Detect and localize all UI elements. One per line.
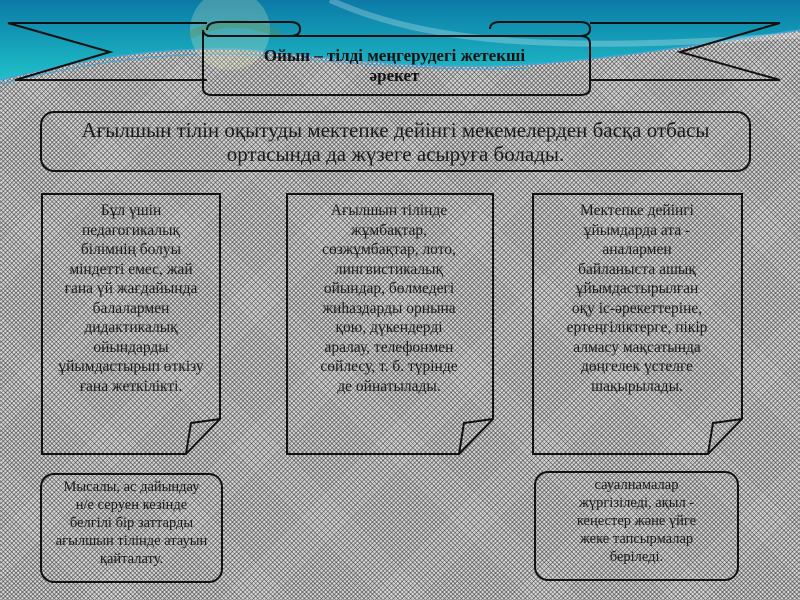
note-card-2 — [286, 193, 492, 451]
note-line: Мектепке дейінгі — [580, 202, 694, 219]
example-box-right — [534, 471, 739, 581]
note-line: жұмбақтар, — [350, 221, 428, 239]
note-card-1 — [41, 193, 221, 451]
note-line: байланыста ашық — [578, 260, 696, 278]
note-line: Бұл үшін — [100, 202, 162, 219]
note-line: балалармен — [92, 299, 170, 317]
slide-title-line-2: әрекет — [369, 66, 420, 85]
slide-title — [207, 42, 582, 90]
note-line: ғана үй жағдайында — [64, 280, 198, 297]
note-line: аналармен — [602, 241, 672, 258]
example-line: белгілі бір заттарды — [69, 515, 194, 531]
example-box-left — [40, 473, 223, 583]
intro-statement-box — [40, 111, 751, 172]
note-line: алмасу мақсатында — [573, 338, 701, 356]
note-line: қою, дүкендерді — [335, 319, 443, 336]
note-line: ойындарды — [93, 338, 169, 356]
note-line: міндетті емес, жай — [69, 260, 193, 278]
note-line: білімнің болуы — [80, 241, 182, 258]
note-line: ұйымдастырып өткізу — [58, 358, 204, 375]
note-line: ғана жеткілікті. — [79, 377, 183, 395]
note-line: де ойнатылады. — [337, 377, 441, 395]
note-line: аралау, телефонмен — [324, 338, 454, 356]
note-line: оқу іс-әрекеттеріне, — [571, 299, 703, 317]
note-line: жиһаздарды орнына — [322, 299, 456, 317]
intro-line-1: Ағылшын тілін оқытуды мектепке дейінгі мекемелерден басқа отбасы — [81, 118, 710, 142]
example-line: жеке тапсырмалар — [579, 531, 694, 547]
example-line: қайталату. — [99, 551, 164, 567]
note-line: дөңгелек үстелге — [580, 358, 694, 375]
note-line: ұйымдарда ата - — [583, 221, 691, 239]
example-line: н/е серуен кезінде — [75, 497, 188, 513]
example-line: кеңестер және үйге — [576, 513, 697, 529]
example-line: Мысалы, ас дайындау — [63, 479, 200, 495]
note-line: лингвистикалық — [334, 260, 444, 278]
example-line: сауалнамалар — [594, 477, 679, 493]
note-line: Ағылшын тілінде — [330, 202, 448, 219]
example-line: беріледі. — [609, 549, 664, 565]
note-line: сөйлесу, т. б. түрінде — [320, 358, 458, 375]
slide-title-line-1: Ойын – тілді меңгерудегі жетекші — [263, 46, 526, 65]
note-card-3 — [532, 193, 742, 451]
note-line: ұйымдастырылған — [575, 280, 699, 297]
intro-line-2: ортасында да жүзеге асыруға болады. — [226, 142, 565, 166]
note-line: ертеңгіліктерге, пікір — [566, 319, 708, 336]
note-line: дидактикалық — [84, 319, 178, 336]
example-line: жүргізіледі, ақыл - — [578, 495, 695, 511]
example-line: ағылшын тілінде атауын — [55, 533, 208, 549]
note-line: сөзжұмбақтар, лото, — [322, 241, 456, 258]
note-line: шақырылады. — [591, 377, 683, 395]
note-line: педагогикалық — [81, 221, 181, 239]
note-line: ойындар, бөлмедегі — [323, 280, 455, 297]
